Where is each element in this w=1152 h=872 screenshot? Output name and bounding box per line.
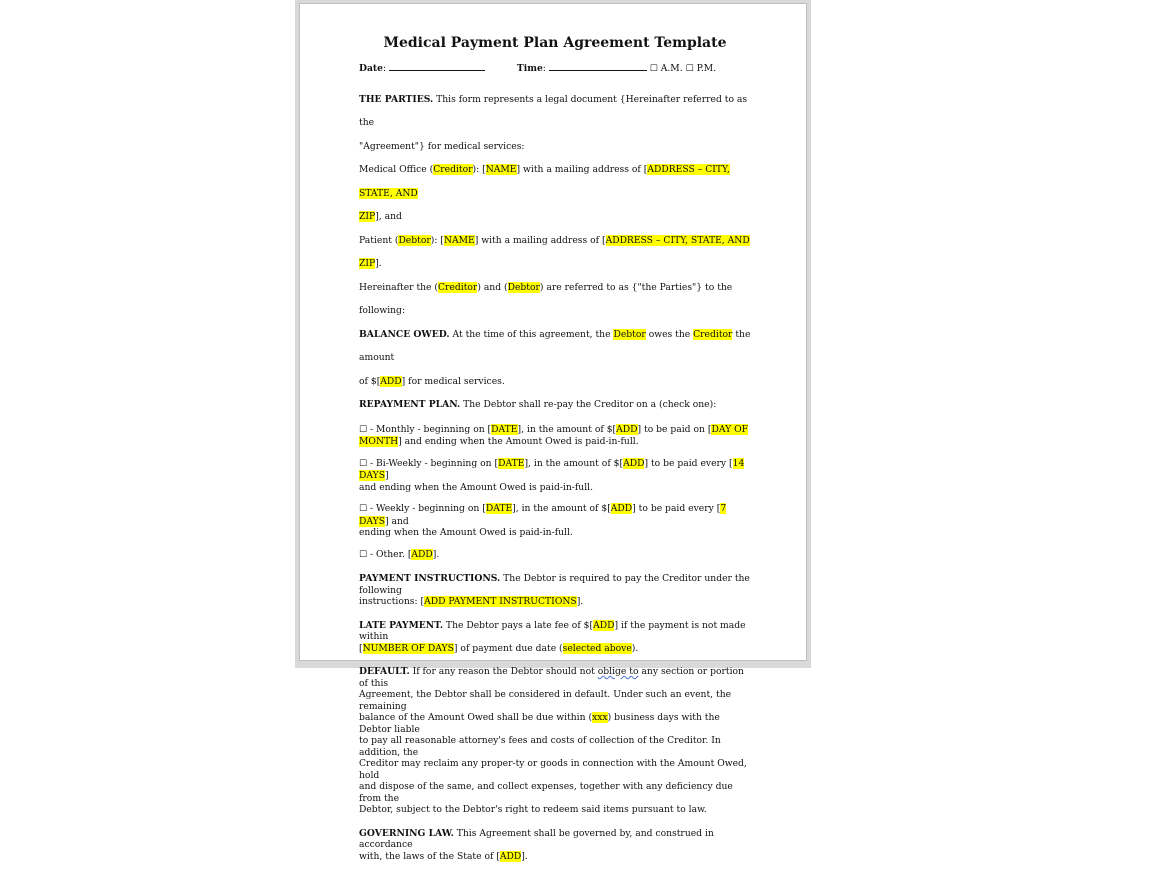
balance-heading: BALANCE OWED.: [359, 328, 450, 340]
state-placeholder: ADD: [499, 850, 522, 862]
date-blank[interactable]: [389, 62, 485, 71]
other-option: ☐ - Other. [ADD].: [359, 548, 440, 560]
name-placeholder: NAME: [443, 234, 475, 246]
biweekly-checkbox[interactable]: ☐: [359, 458, 368, 469]
address-placeholder: ADDRESS – CITY, STATE, AND ZIP: [359, 234, 750, 269]
governing-law-heading: GOVERNING LAW.: [359, 827, 454, 839]
other-checkbox[interactable]: ☐: [359, 549, 368, 560]
repayment-heading: REPAYMENT PLAN.: [359, 399, 461, 410]
late-payment-paragraph: LATE PAYMENT. The Debtor pays a late fee of $[ADD] if the payment is not made within [NUMBER OF DAYS] of payment due date (selected above).: [359, 619, 746, 654]
days-placeholder: 7 DAYS: [359, 503, 727, 527]
late-payment-heading: LATE PAYMENT.: [359, 619, 444, 631]
default-heading: DEFAULT.: [359, 666, 410, 677]
pm-checkbox[interactable]: ☐: [685, 64, 694, 74]
name-placeholder: NAME: [485, 164, 517, 175]
address-placeholder: ADDRESS – CITY, STATE, AND: [359, 164, 730, 199]
days-placeholder: xxx: [592, 712, 608, 723]
debtor-placeholder: Debtor: [613, 328, 646, 340]
creditor-placeholder: Creditor: [438, 281, 478, 293]
monthly-option: ☐ - Monthly - beginning on [DATE], in the amount of $[ADD] to be paid on [DAY OF MONTH] and ending when the Amount Owed is paid-in-full.: [359, 423, 748, 447]
amount-placeholder: ADD: [380, 375, 402, 387]
time-label: Time: [516, 63, 543, 74]
document-content: [359, 34, 751, 872]
grammar-flag: oblige to: [597, 666, 639, 677]
amount-placeholder: ADD: [593, 619, 615, 631]
weekly-checkbox[interactable]: ☐: [359, 504, 368, 514]
day-of-month-placeholder: MONTH: [359, 436, 399, 447]
payment-instructions-paragraph: PAYMENT INSTRUCTIONS. The Debtor is required to pay the Creditor under the following instructions: [ADD PAYMENT INSTRUCTIONS].: [359, 573, 750, 607]
day-of-month-placeholder: DAY OF: [711, 423, 748, 435]
monthly-checkbox[interactable]: ☐: [359, 424, 368, 435]
days-placeholder: 14 DAYS: [359, 457, 745, 481]
other-placeholder: ADD: [411, 548, 433, 560]
governing-law-paragraph: GOVERNING LAW. This Agreement shall be governed by, and construed in accordance with, the laws of the State of [ADD].: [359, 827, 714, 862]
am-label: A.M.: [660, 63, 683, 74]
pm-label: P.M.: [696, 63, 717, 74]
biweekly-option: ☐ - Bi-Weekly - beginning on [DATE], in the amount of $[ADD] to be paid every [14 DAYS] and ending when the Amount Owed is paid-in-full.: [359, 457, 745, 493]
am-checkbox[interactable]: ☐: [649, 64, 658, 74]
date-placeholder: DATE: [491, 423, 518, 435]
payment-instructions-heading: PAYMENT INSTRUCTIONS.: [359, 573, 501, 584]
amount-placeholder: ADD: [610, 503, 633, 514]
debtor-placeholder: Debtor: [507, 281, 540, 293]
zip-placeholder: ZIP: [359, 211, 376, 222]
parties-paragraph: THE PARTIES. This form represents a legal document {Hereinafter referred to as the "Agreement"} for medical services: Medical Office (Creditor): [NAME] with a mailing address of [ADDRESS – CITY, STATE, AND ZIP], and Patient (Debtor): [NAME] with a mailing address of [ADDRESS – CITY, STATE, AND ZIP]. Hereinafter the (Creditor) and (Debtor) are referred to as {"the Parties"} to the following: BALANCE OWED. At the time of this agreement, the Debtor owes the Creditor the amount of $[ADD] for medical services. REPAYMENT PLAN. The Debtor shall re-pay the Creditor on a (check one):: [359, 93, 751, 410]
amount-placeholder: ADD: [623, 457, 645, 469]
date-placeholder: DATE: [498, 457, 525, 469]
creditor-placeholder: Creditor: [433, 164, 473, 175]
date-placeholder: DATE: [485, 503, 513, 514]
document-title: Medical Payment Plan Agreement Template: [383, 35, 727, 51]
creditor-placeholder: Creditor: [693, 328, 733, 340]
number-of-days-placeholder: NUMBER OF DAYS: [362, 642, 454, 654]
debtor-placeholder: Debtor: [398, 234, 431, 246]
weekly-option: ☐ - Weekly - beginning on [DATE], in the amount of $[ADD] to be paid every [7 DAYS] and ending when the Amount Owed is paid-in-full.: [359, 503, 727, 538]
date-label: Date: [359, 63, 384, 74]
time-blank[interactable]: [549, 62, 647, 71]
parties-heading: THE PARTIES.: [359, 93, 434, 105]
selected-above-placeholder: selected above: [562, 642, 632, 654]
date-time-line: Date: Time: ☐ A.M. ☐ P.M.: [359, 63, 717, 74]
payment-instructions-placeholder: ADD PAYMENT INSTRUCTIONS: [424, 596, 577, 607]
default-paragraph: DEFAULT. If for any reason the Debtor should not oblige to any section or portion of this Agreement, the Debtor shall be considered in default. Under such an event, the remaining balance of the Amount Owed shall be due within (xxx) business days with the Debtor liable to pay all reasonable attorney's fees and costs of collection of the Creditor. In addition, the Creditor may reclaim any proper-ty or goods in connection with the Amount Owed, hold and dispose of the same, and collect expenses, together with any deficiency due from the Debtor, subject to the Debtor's right to redeem said items pursuant to law.: [359, 666, 747, 815]
amount-placeholder: ADD: [616, 423, 638, 435]
document-page: [299, 3, 807, 862]
